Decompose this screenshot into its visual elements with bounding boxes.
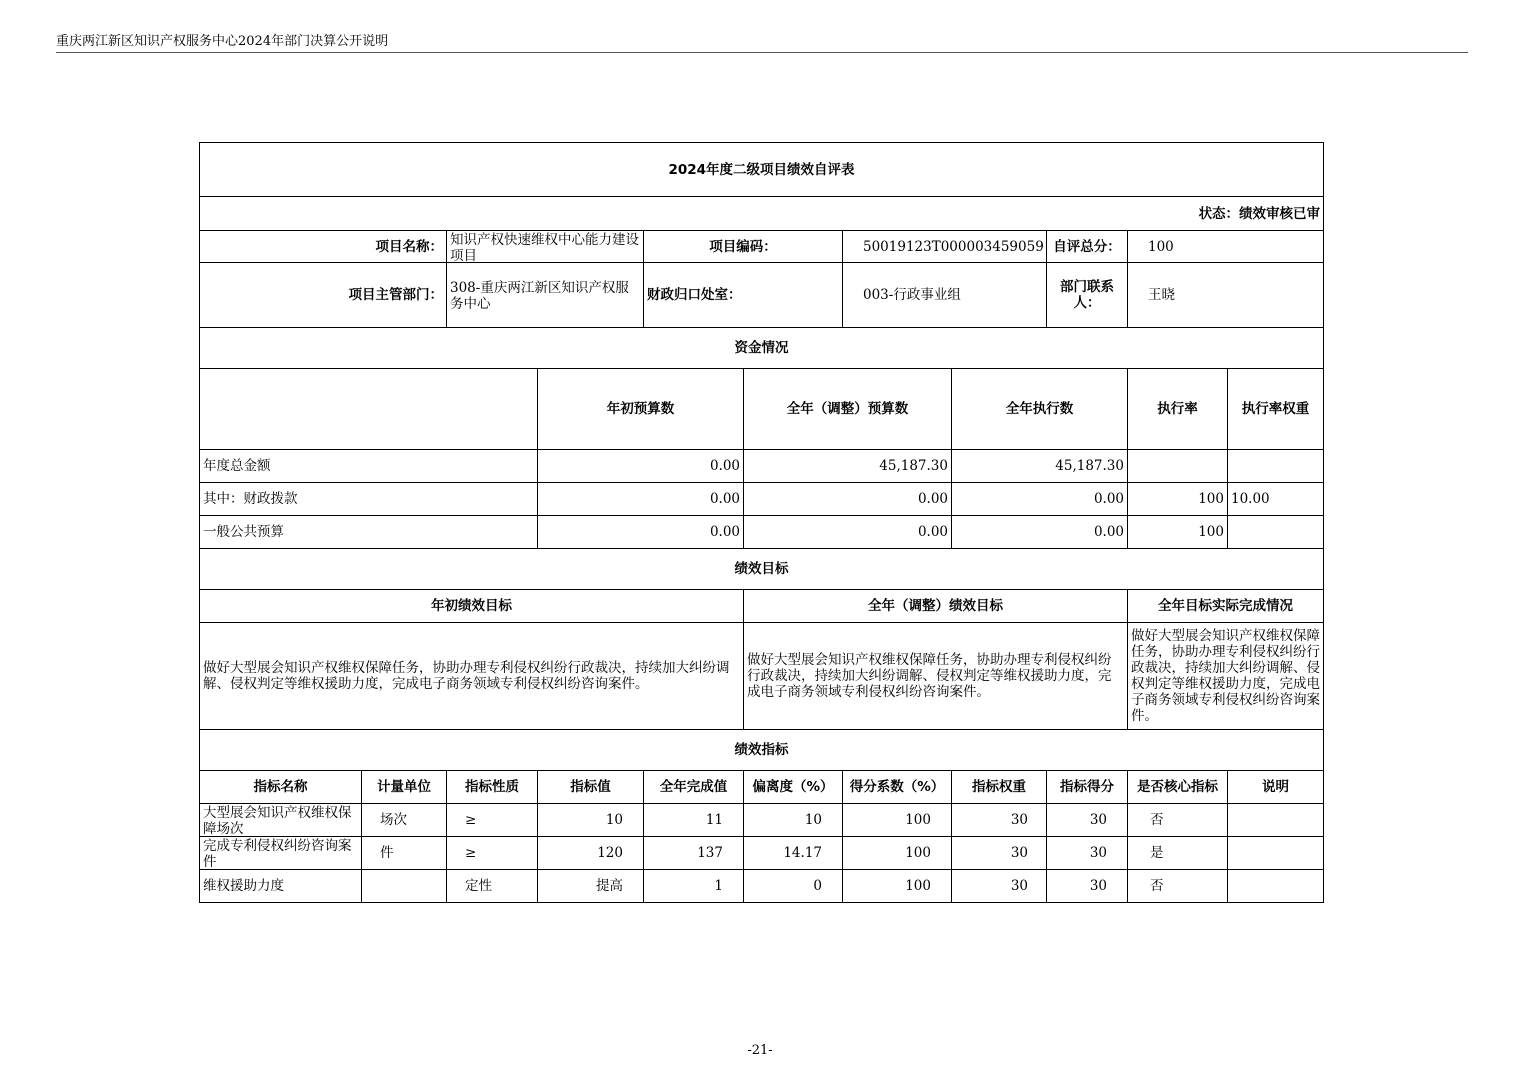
ind-header-deviation: 偏离度（%） <box>744 771 843 804</box>
funds-row-executed: 45,187.30 <box>952 450 1128 483</box>
self-score-label: 自评总分： <box>1047 231 1128 263</box>
funds-header-blank <box>200 369 538 450</box>
indicator-name: 维权援助力度 <box>200 870 362 903</box>
ind-header-coef: 得分系数（%） <box>843 771 952 804</box>
funds-header-adjusted: 全年（调整）预算数 <box>744 369 952 450</box>
indicator-unit <box>362 870 447 903</box>
indicator-deviation: 10 <box>744 804 843 837</box>
indicator-row <box>200 837 1324 870</box>
goals-section-title: 绩效目标 <box>200 549 1324 590</box>
indicator-completed: 11 <box>644 804 744 837</box>
indicator-note <box>1228 837 1324 870</box>
indicator-score: 30 <box>1047 870 1128 903</box>
indicator-coef: 100 <box>843 837 952 870</box>
funds-row <box>200 483 1324 516</box>
ind-header-completed: 全年完成值 <box>644 771 744 804</box>
funds-row-weight <box>1228 516 1324 549</box>
indicator-note <box>1228 870 1324 903</box>
indicators-section-title: 绩效指标 <box>200 730 1324 771</box>
goals-header-initial: 年初绩效目标 <box>200 590 744 623</box>
goal-adjusted-text: 做好大型展会知识产权维权保障任务，协助办理专利侵权纠纷行政裁决，持续加大纠纷调解、侵权判定等维权援助力度，完成电子商务领域专利侵权纠纷咨询案件。 <box>744 623 1128 730</box>
funds-header-weight: 执行率权重 <box>1228 369 1324 450</box>
indicator-target: 120 <box>538 837 644 870</box>
funds-row-adjusted: 0.00 <box>744 483 952 516</box>
dept-label: 项目主管部门： <box>200 263 447 328</box>
indicator-nature: ≥ <box>447 837 538 870</box>
indicator-name: 完成专利侵权纠纷咨询案件 <box>200 837 362 870</box>
indicator-deviation: 0 <box>744 870 843 903</box>
contact-label: 部门联系人： <box>1047 263 1128 328</box>
funds-row-initial: 0.00 <box>538 516 744 549</box>
indicator-core: 是 <box>1128 837 1228 870</box>
funds-row-adjusted: 45,187.30 <box>744 450 952 483</box>
review-status: 状态：绩效审核已审 <box>200 197 1324 231</box>
running-header: 重庆两江新区知识产权服务中心2024年部门决算公开说明 <box>56 34 389 49</box>
ind-header-core: 是否核心指标 <box>1128 771 1228 804</box>
performance-evaluation-table <box>199 142 1324 903</box>
goal-actual-text: 做好大型展会知识产权维权保障任务，协助办理专利侵权纠纷行政裁决，持续加大纠纷调解、侵权判定等维权援助力度，完成电子商务领域专利侵权纠纷咨询案件。 <box>1128 623 1324 730</box>
ind-header-unit: 计量单位 <box>362 771 447 804</box>
form-title: 2024年度二级项目绩效自评表 <box>200 143 1324 197</box>
contact-value: 王晓 <box>1128 263 1324 328</box>
project-name-label: 项目名称： <box>200 231 447 263</box>
finance-office-value: 003-行政事业组 <box>843 263 1047 328</box>
funds-row-rate: 100 <box>1128 483 1228 516</box>
header-rule <box>56 52 1468 53</box>
indicator-nature: 定性 <box>447 870 538 903</box>
ind-header-score: 指标得分 <box>1047 771 1128 804</box>
ind-header-note: 说明 <box>1228 771 1324 804</box>
funds-row <box>200 450 1324 483</box>
indicator-note <box>1228 804 1324 837</box>
project-code-label: 项目编码： <box>644 231 843 263</box>
indicator-target: 10 <box>538 804 644 837</box>
indicator-nature: ≥ <box>447 804 538 837</box>
indicator-score: 30 <box>1047 804 1128 837</box>
funds-row-name: 其中：财政拨款 <box>200 483 538 516</box>
indicator-score: 30 <box>1047 837 1128 870</box>
indicator-core: 否 <box>1128 804 1228 837</box>
indicator-coef: 100 <box>843 804 952 837</box>
ind-header-target: 指标值 <box>538 771 644 804</box>
funds-row-weight: 10.00 <box>1228 483 1324 516</box>
funds-row-rate: 100 <box>1128 516 1228 549</box>
funds-row-name: 一般公共预算 <box>200 516 538 549</box>
indicator-weight: 30 <box>952 804 1047 837</box>
ind-header-weight: 指标权重 <box>952 771 1047 804</box>
finance-office-label: 财政归口处室： <box>644 263 843 328</box>
funds-header-rate: 执行率 <box>1128 369 1228 450</box>
funds-row-executed: 0.00 <box>952 516 1128 549</box>
goals-header-adjusted: 全年（调整）绩效目标 <box>744 590 1128 623</box>
indicator-weight: 30 <box>952 870 1047 903</box>
indicator-completed: 137 <box>644 837 744 870</box>
indicator-target: 提高 <box>538 870 644 903</box>
dept-value: 308-重庆两江新区知识产权服务中心 <box>447 263 644 328</box>
indicator-coef: 100 <box>843 870 952 903</box>
indicator-deviation: 14.17 <box>744 837 843 870</box>
indicator-core: 否 <box>1128 870 1228 903</box>
funds-row <box>200 516 1324 549</box>
indicator-completed: 1 <box>644 870 744 903</box>
project-code-value: 50019123T000003459059 <box>843 231 1047 263</box>
page-number: -21- <box>747 1043 773 1058</box>
indicator-row <box>200 804 1324 837</box>
indicator-unit: 件 <box>362 837 447 870</box>
goal-initial-text: 做好大型展会知识产权维权保障任务，协助办理专利侵权纠纷行政裁决，持续加大纠纷调解、侵权判定等维权援助力度，完成电子商务领域专利侵权纠纷咨询案件。 <box>200 623 744 730</box>
funds-header-initial: 年初预算数 <box>538 369 744 450</box>
funds-row-name: 年度总金额 <box>200 450 538 483</box>
ind-header-nature: 指标性质 <box>447 771 538 804</box>
project-name-value: 知识产权快速维权中心能力建设项目 <box>447 231 644 263</box>
funds-row-rate <box>1128 450 1228 483</box>
ind-header-name: 指标名称 <box>200 771 362 804</box>
indicator-unit: 场次 <box>362 804 447 837</box>
funds-row-executed: 0.00 <box>952 483 1128 516</box>
indicator-weight: 30 <box>952 837 1047 870</box>
funds-row-weight <box>1228 450 1324 483</box>
funds-row-adjusted: 0.00 <box>744 516 952 549</box>
funds-row-initial: 0.00 <box>538 483 744 516</box>
goals-header-actual: 全年目标实际完成情况 <box>1128 590 1324 623</box>
indicator-name: 大型展会知识产权维权保障场次 <box>200 804 362 837</box>
indicator-row <box>200 870 1324 903</box>
funds-header-executed: 全年执行数 <box>952 369 1128 450</box>
funds-row-initial: 0.00 <box>538 450 744 483</box>
funds-section-title: 资金情况 <box>200 328 1324 369</box>
self-score-value: 100 <box>1128 231 1324 263</box>
